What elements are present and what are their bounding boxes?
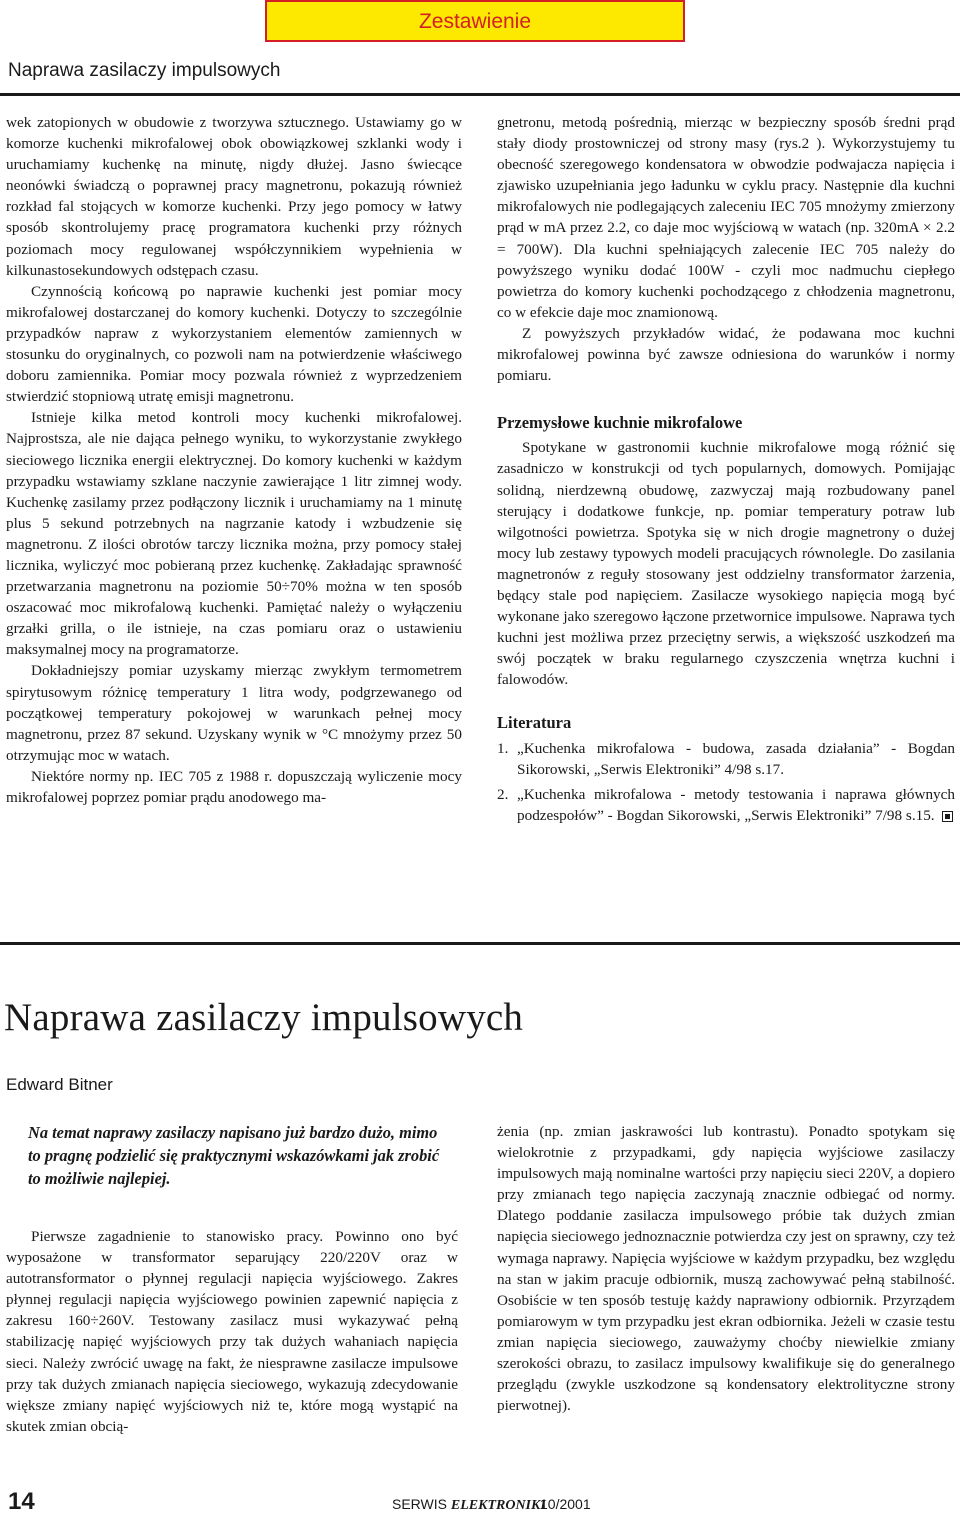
paragraph: Spotykane w gastronomii kuchnie mikrofalowe mogą różnić się zasadniczo w konstrukcji od tych popularnych, domowych. Pomijając solidną, nierdzewną obudowę, zazwyczaj mają rozbudowany panel sterujący i dodatkowe funkcje, np. pomiar temperatury potraw lub wilgotności powietrza. Spotyka się w nich drogie magnetrony o dużej mocy lub zestawy typowych modeli pracujących równolegle. Do zasilania magnetronów z reguły stosowany jest oddzielny transformator żarzenia, będący stale pod napięciem. Zasilacze wysokiego napięcia mogą być wykonane jako szeregowo łączone przetwornice impulsowe. Naprawa tych kuchni jest możliwa przez przeciętny serwis, a większość uszkodzeń ma swój początek w braku regularnego czyszczenia wnętrza kuchni i falowodów. [497, 439, 955, 689]
literature-heading: Literatura [497, 713, 572, 733]
literature-list [497, 738, 955, 826]
issue-number: 10/2001 [540, 1496, 591, 1512]
paragraph: Istnieje kilka metod kontroli mocy kuchenki mikrofalowej. Najprostsza, ale nie dająca pełnego wyniku, to wykorzystanie zwykłego sieciowego licznika energii elektrycznej. Do komory kuchenki w każdym przypadku wstawiamy szklane naczynie zawierające 1 litr zimnej wody. Kuchenkę zasilamy przez podłączony licznik i uruchamiamy na 1 minutę plus 5 sekund potrzebnych na nagrzanie katody i wzbudzenie się magnetronu. Z ilości obrotów tarczy licznika można, przy pomocy stałej licznika, wyliczyć moc pobieraną przez kuchenkę. Zakładając sprawność przetwarzania magnetronu na poziomie 50÷70% można w ten sposób oszacować moc mikrofalową kuchenki. Pamiętać należy o wyłączeniu grzałki grilla, o ile istnieje, na czas pomiaru oraz o ustawieniu maksymalnej mocy na programatorze. [6, 409, 462, 659]
article-left-column [6, 1226, 458, 1437]
section-badge: Zestawienie [265, 0, 685, 42]
paragraph: gnetronu, metodą pośrednią, mierząc w bezpieczny sposób średni prąd stały diody prostowniczej od strony masy (rys.2 ). Wykorzystujemy tu obecność szeregowego kondensatora w obwodzie podwajacza napięcia i zjawisko uzupełniania jego ładunku w cyklu pracy. Następnie dla kuchni mikrofalowych nie podlegających zaleceniu IEC 705 mnożymy zmierzony prąd w mA przez 2.2, co daje moc wyjściową w watach (np. 320mA × 2.2 = 700W). Dla kuchni spełniających zalecenie IEC 705 należy do powyższego wyniku dodać 100W - czyli moc nadmuchu ciepłego powietrza do komory kuchenki pochodzącego z chłodzenia magnetronu, co w efekcie daje moc znamionową. [497, 114, 955, 321]
end-of-article-icon [942, 811, 953, 822]
paragraph: żenia (np. zmian jaskrawości lub kontrastu). Ponadto spotykam się wielokrotnie z przypadkami, gdy napięcia wyjściowe zasilaczy impulsowych mają nominalne wartości przy napięciu sieci 220V, a dopiero przy zmianach tego napięcia zaczynają znacznie odbiegać od normy. Dlatego poddanie zasilacza impulsowego próbie tak dużych zmian napięcia sieciowego jednoznacznie potwierdza czy jest on sprawny, czy też wymaga naprawy. Napięcia wyjściowe w każdym przypadku, bez względu na stan w jakim pracuje odbiornik, muszą zachowywać pełną stabilność. Osobiście w ten sposób testuję każdy naprawiony odbiornik. Przyrządem pomiarowym w tym przypadku jest ekran odbiornika. Jeżeli w czasie testu zmian napięcia sieciowego, zauważymy choćby niewielkie zmiany szerokości obrazu, to zasilacz impulsowy kwalifikuje się do generalnego przeglądu (zwykle uszkodzone są kondensatory elektrolityczne strony pierwotnej). [497, 1123, 955, 1415]
article-right-column [497, 1121, 955, 1416]
literature-item [497, 738, 955, 780]
magazine-elektroniki: ELEKTRONIKI [450, 1498, 546, 1513]
literature-text: „Kuchenka mikrofalowa - budowa, zasada działania” - Bogdan Sikorowski, „Serwis Elektroniki” 4/98 s.17. [517, 739, 955, 778]
magazine-name [392, 1496, 546, 1514]
article-divider [0, 942, 960, 945]
top-left-column [6, 112, 462, 808]
industrial-heading: Przemysłowe kuchnie mikrofalowe [497, 413, 743, 433]
top-divider [0, 93, 960, 96]
magazine-serwis: SERWIS [392, 1496, 447, 1512]
paragraph: Czynnością końcową po naprawie kuchenki jest pomiar mocy mikrofalowej dostarczanej do komory kuchenki. Dotyczy to szczególnie przypadków napraw z wykorzystaniem elementów zamiennych w stosunku do oryginalnych, co pozwoli nam na potwierdzenie właściwego doboru zamiennika. Pomiar mocy pozwala również z wyprzedzeniem stwierdzić stopniową utratę emisji magnetronu. [6, 282, 462, 406]
literature-number: 1. [497, 739, 509, 757]
literature-number: 2. [497, 785, 509, 803]
paragraph: Niektóre normy np. IEC 705 z 1988 r. dopuszczają wyliczenie mocy mikrofalowej poprzez pomiar prądu anodowego ma- [6, 767, 462, 806]
literature-item [497, 784, 955, 826]
literature-text: „Kuchenka mikrofalowa - metody testowania i naprawa głównych podzespołów” - Bogdan Sikorowski, „Serwis Elektroniki” 7/98 s.15. [517, 785, 955, 824]
top-right-column [497, 112, 955, 830]
page-number: 14 [8, 1488, 35, 1515]
paragraph: Dokładniejszy pomiar uzyskamy mierząc zwykłym termometrem spirytusowym różnicę temperatury 1 litra wody, podgrzewanego od początkowej temperatury pokojowej w warunkach pełnej mocy magnetronu, przez 87 sekund. Uzyskany wynik w °C mnożymy przez 50 otrzymując moc w watach. [6, 662, 462, 764]
paragraph: wek zatopionych w obudowie z tworzywa sztucznego. Ustawiamy go w komorze kuchenki mikrofalowej obok obowiązkowej szklanki wody i uruchamiamy kuchenkę na minutę, nigdy dłużej. Jasno świecące neonówki świadczą o poprawnej pracy magnetronu, pokazują również rozkład fal stojących w komorze kuchenki. Przy jego pomocy w łatwy sposób skontrolujemy pracę programatora kuchenki przy różnych poziomach mocy regulowanej współczynnikiem wypełnienia w kilkunastosekundowych odstępach czasu. [6, 114, 462, 279]
running-head: Naprawa zasilaczy impulsowych [8, 60, 281, 81]
article-lead: Na temat naprawy zasilaczy napisano już bardzo dużo, mimo to pragnę podzielić się praktycznymi wskazówkami jak zrobić to możliwie najlepiej. [28, 1123, 440, 1188]
paragraph: Z powyższych przykładów widać, że podawana moc kuchni mikrofalowej powinna być zawsze odniesiona do warunków i normy pomiaru. [497, 324, 955, 385]
paragraph: Pierwsze zagadnienie to stanowisko pracy. Powinno ono być wyposażone w transformator separujący 220/220V oraz w autotransformator o płynnej regulacji napięcia wyjściowego. Zakres płynnej regulacji napięcia wyjściowego powinien zapewnić napięcia z zakresu 160÷260V. Testowany zasilacz musi wykazywać pełną stabilizację napięć wyjściowych przy tak dużych wahaniach napięcia sieci. Należy zwrócić uwagę na fakt, że niesprawne zasilacze impulsowe przy tak dużych zmianach napięcia sieciowego, wykazują zdecydowanie większe zmiany napięć wyjściowych niż te, które mogą wystąpić na skutek zmian obcią- [6, 1228, 458, 1435]
article-title: Naprawa zasilaczy impulsowych [4, 996, 524, 1039]
article-author: Edward Bitner [6, 1075, 113, 1094]
